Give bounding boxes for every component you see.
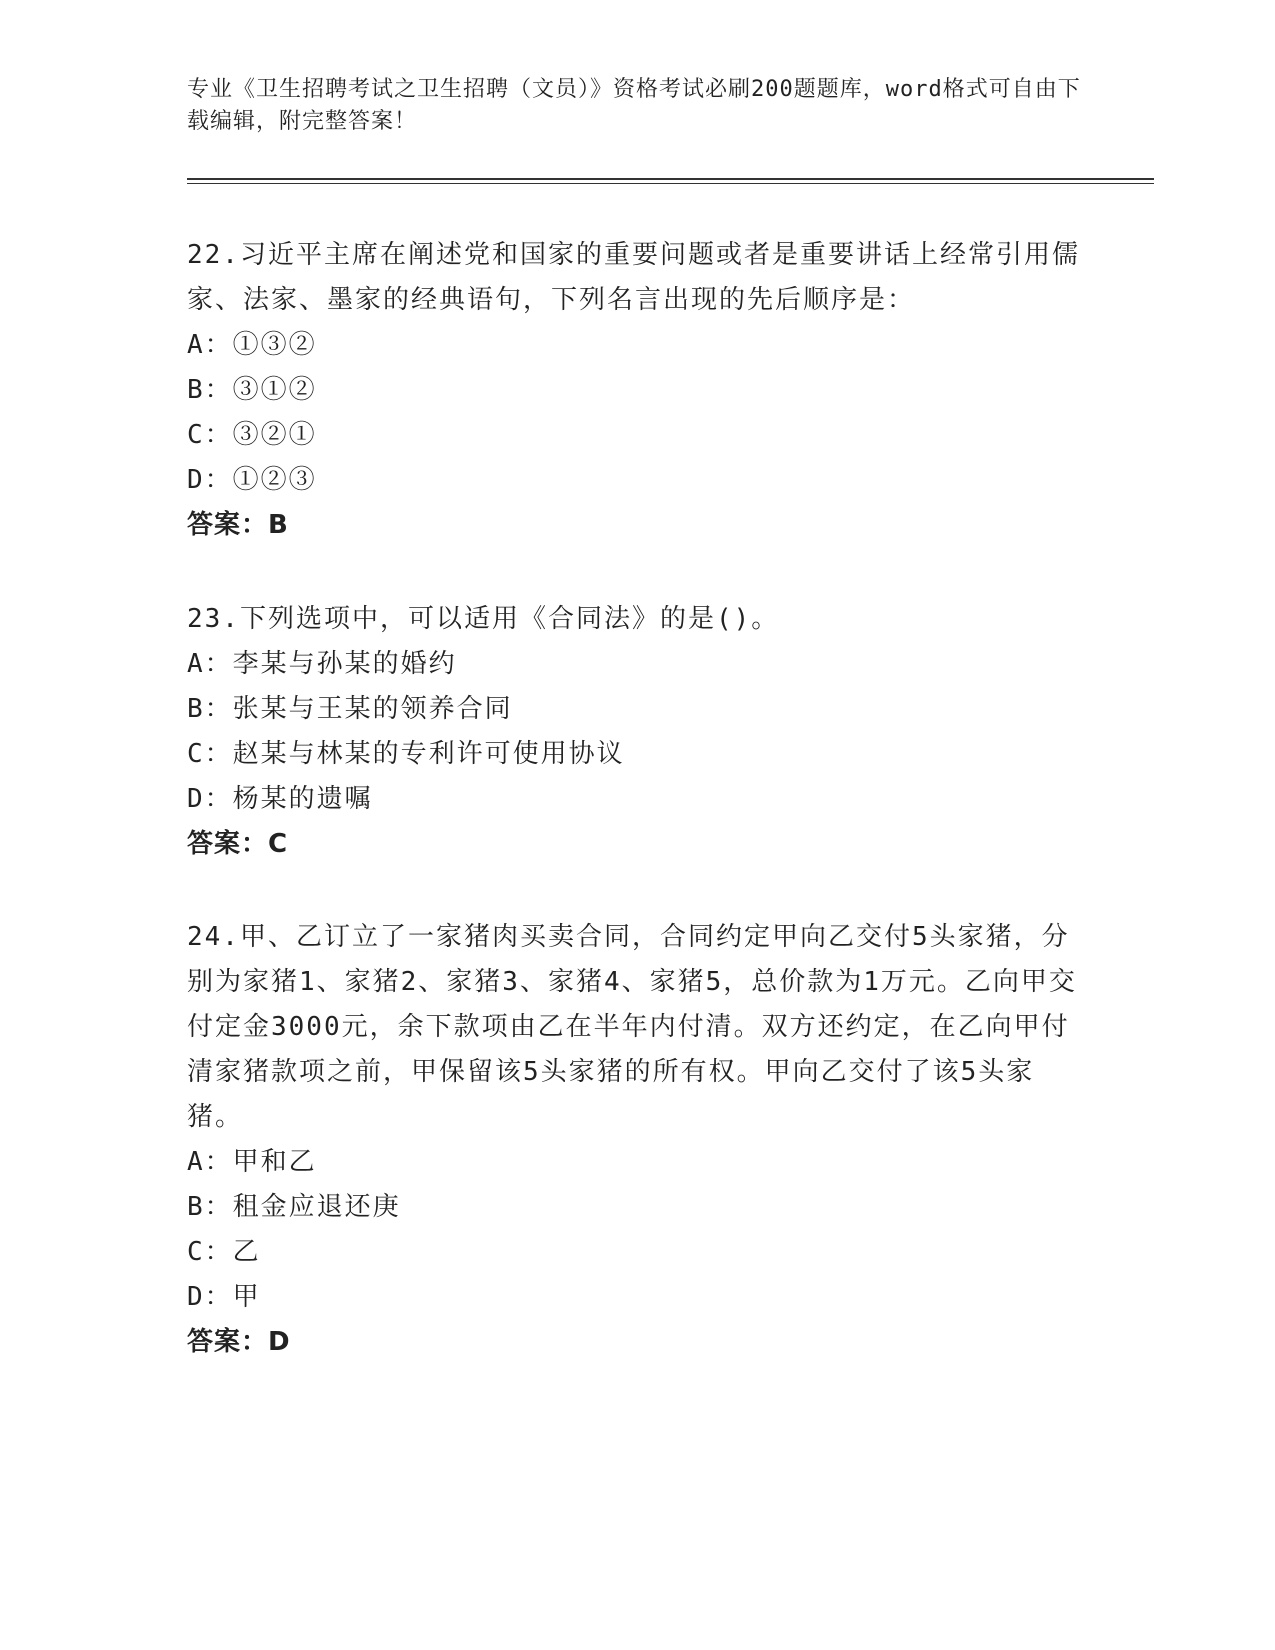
question-stem: 23.下列选项中，可以适用《合同法》的是()。 xyxy=(187,604,780,634)
option-b: B：③①② xyxy=(187,375,317,405)
option-b: B：租金应退还庚 xyxy=(187,1192,401,1222)
question-24 xyxy=(187,915,1087,1365)
option-a: A：①③② xyxy=(187,330,317,360)
option-c: C：乙 xyxy=(187,1237,261,1267)
option-d: D：杨某的遗嘱 xyxy=(187,784,373,814)
question-stem: 24.甲、乙订立了一家猪肉买卖合同，合同约定甲向乙交付5头家猪，分别为家猪1、家猪2、家猪3、家猪4、家猪5，总价款为1万元。乙向甲交付定金3000元，余下款项由乙在半年内付清。双方还约定，在乙向甲付清家猪款项之前，甲保留该5头家猪的所有权。甲向乙交付了该5头家猪。 xyxy=(187,922,1077,1132)
option-d: D：①②③ xyxy=(187,465,317,495)
header-divider-thin xyxy=(187,183,1154,184)
option-a: A：甲和乙 xyxy=(187,1147,317,1177)
option-a: A：李某与孙某的婚约 xyxy=(187,649,457,679)
page-header xyxy=(187,74,1087,138)
option-b: B：张某与王某的领养合同 xyxy=(187,694,513,724)
option-c: C：赵某与林某的专利许可使用协议 xyxy=(187,739,625,769)
answer: 答案：C xyxy=(187,829,289,859)
question-22 xyxy=(187,233,1087,548)
answer: 答案：D xyxy=(187,1327,291,1357)
header-divider xyxy=(187,178,1154,180)
option-d: D：甲 xyxy=(187,1282,261,1312)
answer: 答案：B xyxy=(187,510,289,540)
header-text: 专业《卫生招聘考试之卫生招聘（文员）》资格考试必刷200题题库，word格式可自由下载编辑，附完整答案！ xyxy=(187,77,1081,134)
question-23 xyxy=(187,597,1087,867)
question-stem: 22.习近平主席在阐述党和国家的重要问题或者是重要讲话上经常引用儒家、法家、墨家的经典语句，下列名言出现的先后顺序是： xyxy=(187,240,1080,315)
option-c: C：③②① xyxy=(187,420,317,450)
